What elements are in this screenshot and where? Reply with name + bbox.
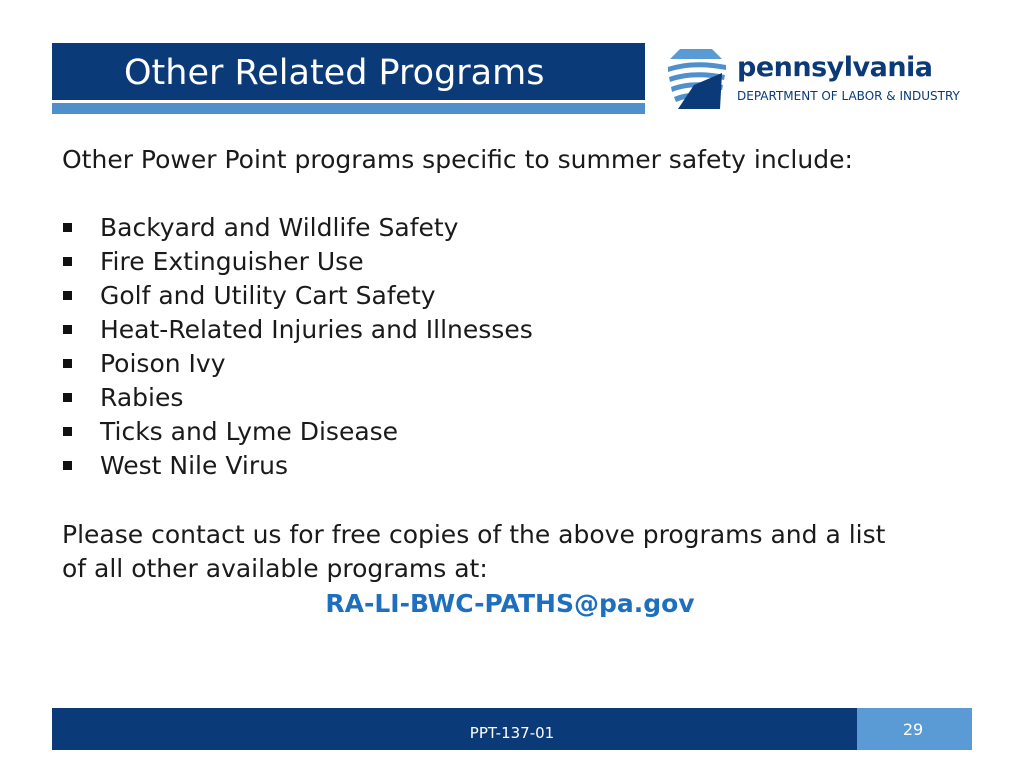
program-label: West Nile Virus xyxy=(100,451,288,480)
program-label: Fire Extinguisher Use xyxy=(100,247,364,276)
program-label: Backyard and Wildlife Safety xyxy=(100,213,459,242)
program-label: Rabies xyxy=(100,383,184,412)
pennsylvania-logo xyxy=(664,45,984,111)
bullet-square-icon xyxy=(63,427,72,436)
bullet-square-icon xyxy=(63,223,72,232)
keystone-icon xyxy=(664,45,728,111)
slide-number: 29 xyxy=(902,720,924,739)
list-item xyxy=(62,381,533,415)
bullet-square-icon xyxy=(63,257,72,266)
bullet-square-icon xyxy=(63,359,72,368)
list-item xyxy=(62,415,533,449)
bullet-square-icon xyxy=(63,325,72,334)
bullet-square-icon xyxy=(63,461,72,470)
program-list xyxy=(62,211,533,483)
intro-text: Other Power Point programs specific to summer safety include: xyxy=(62,145,853,174)
contact-email-wrapper xyxy=(0,587,1024,621)
bullet-square-icon xyxy=(63,291,72,300)
bullet-square-icon xyxy=(63,393,72,402)
list-item xyxy=(62,313,533,347)
logo-department: DEPARTMENT OF LABOR & INDUSTRY xyxy=(737,89,960,103)
slide-title: Other Related Programs xyxy=(124,53,545,93)
footer-code: PPT-137-01 xyxy=(469,724,555,742)
list-item xyxy=(62,347,533,381)
title-underline-stripe xyxy=(52,103,645,114)
list-item xyxy=(62,449,533,483)
contact-line-2: of all other available programs at: xyxy=(62,554,488,583)
contact-email-link[interactable]: RA-LI-BWC-PATHS@pa.gov xyxy=(325,589,695,618)
contact-text xyxy=(62,518,885,586)
program-label: Golf and Utility Cart Safety xyxy=(100,281,436,310)
program-label: Ticks and Lyme Disease xyxy=(100,417,399,446)
list-item xyxy=(62,211,533,245)
program-label: Heat-Related Injuries and Illnesses xyxy=(100,315,533,344)
list-item xyxy=(62,279,533,313)
list-item xyxy=(62,245,533,279)
program-label: Poison Ivy xyxy=(100,349,226,378)
logo-wordmark: pennsylvania xyxy=(737,52,933,83)
contact-line-1: Please contact us for free copies of the above programs and a list xyxy=(62,520,886,549)
